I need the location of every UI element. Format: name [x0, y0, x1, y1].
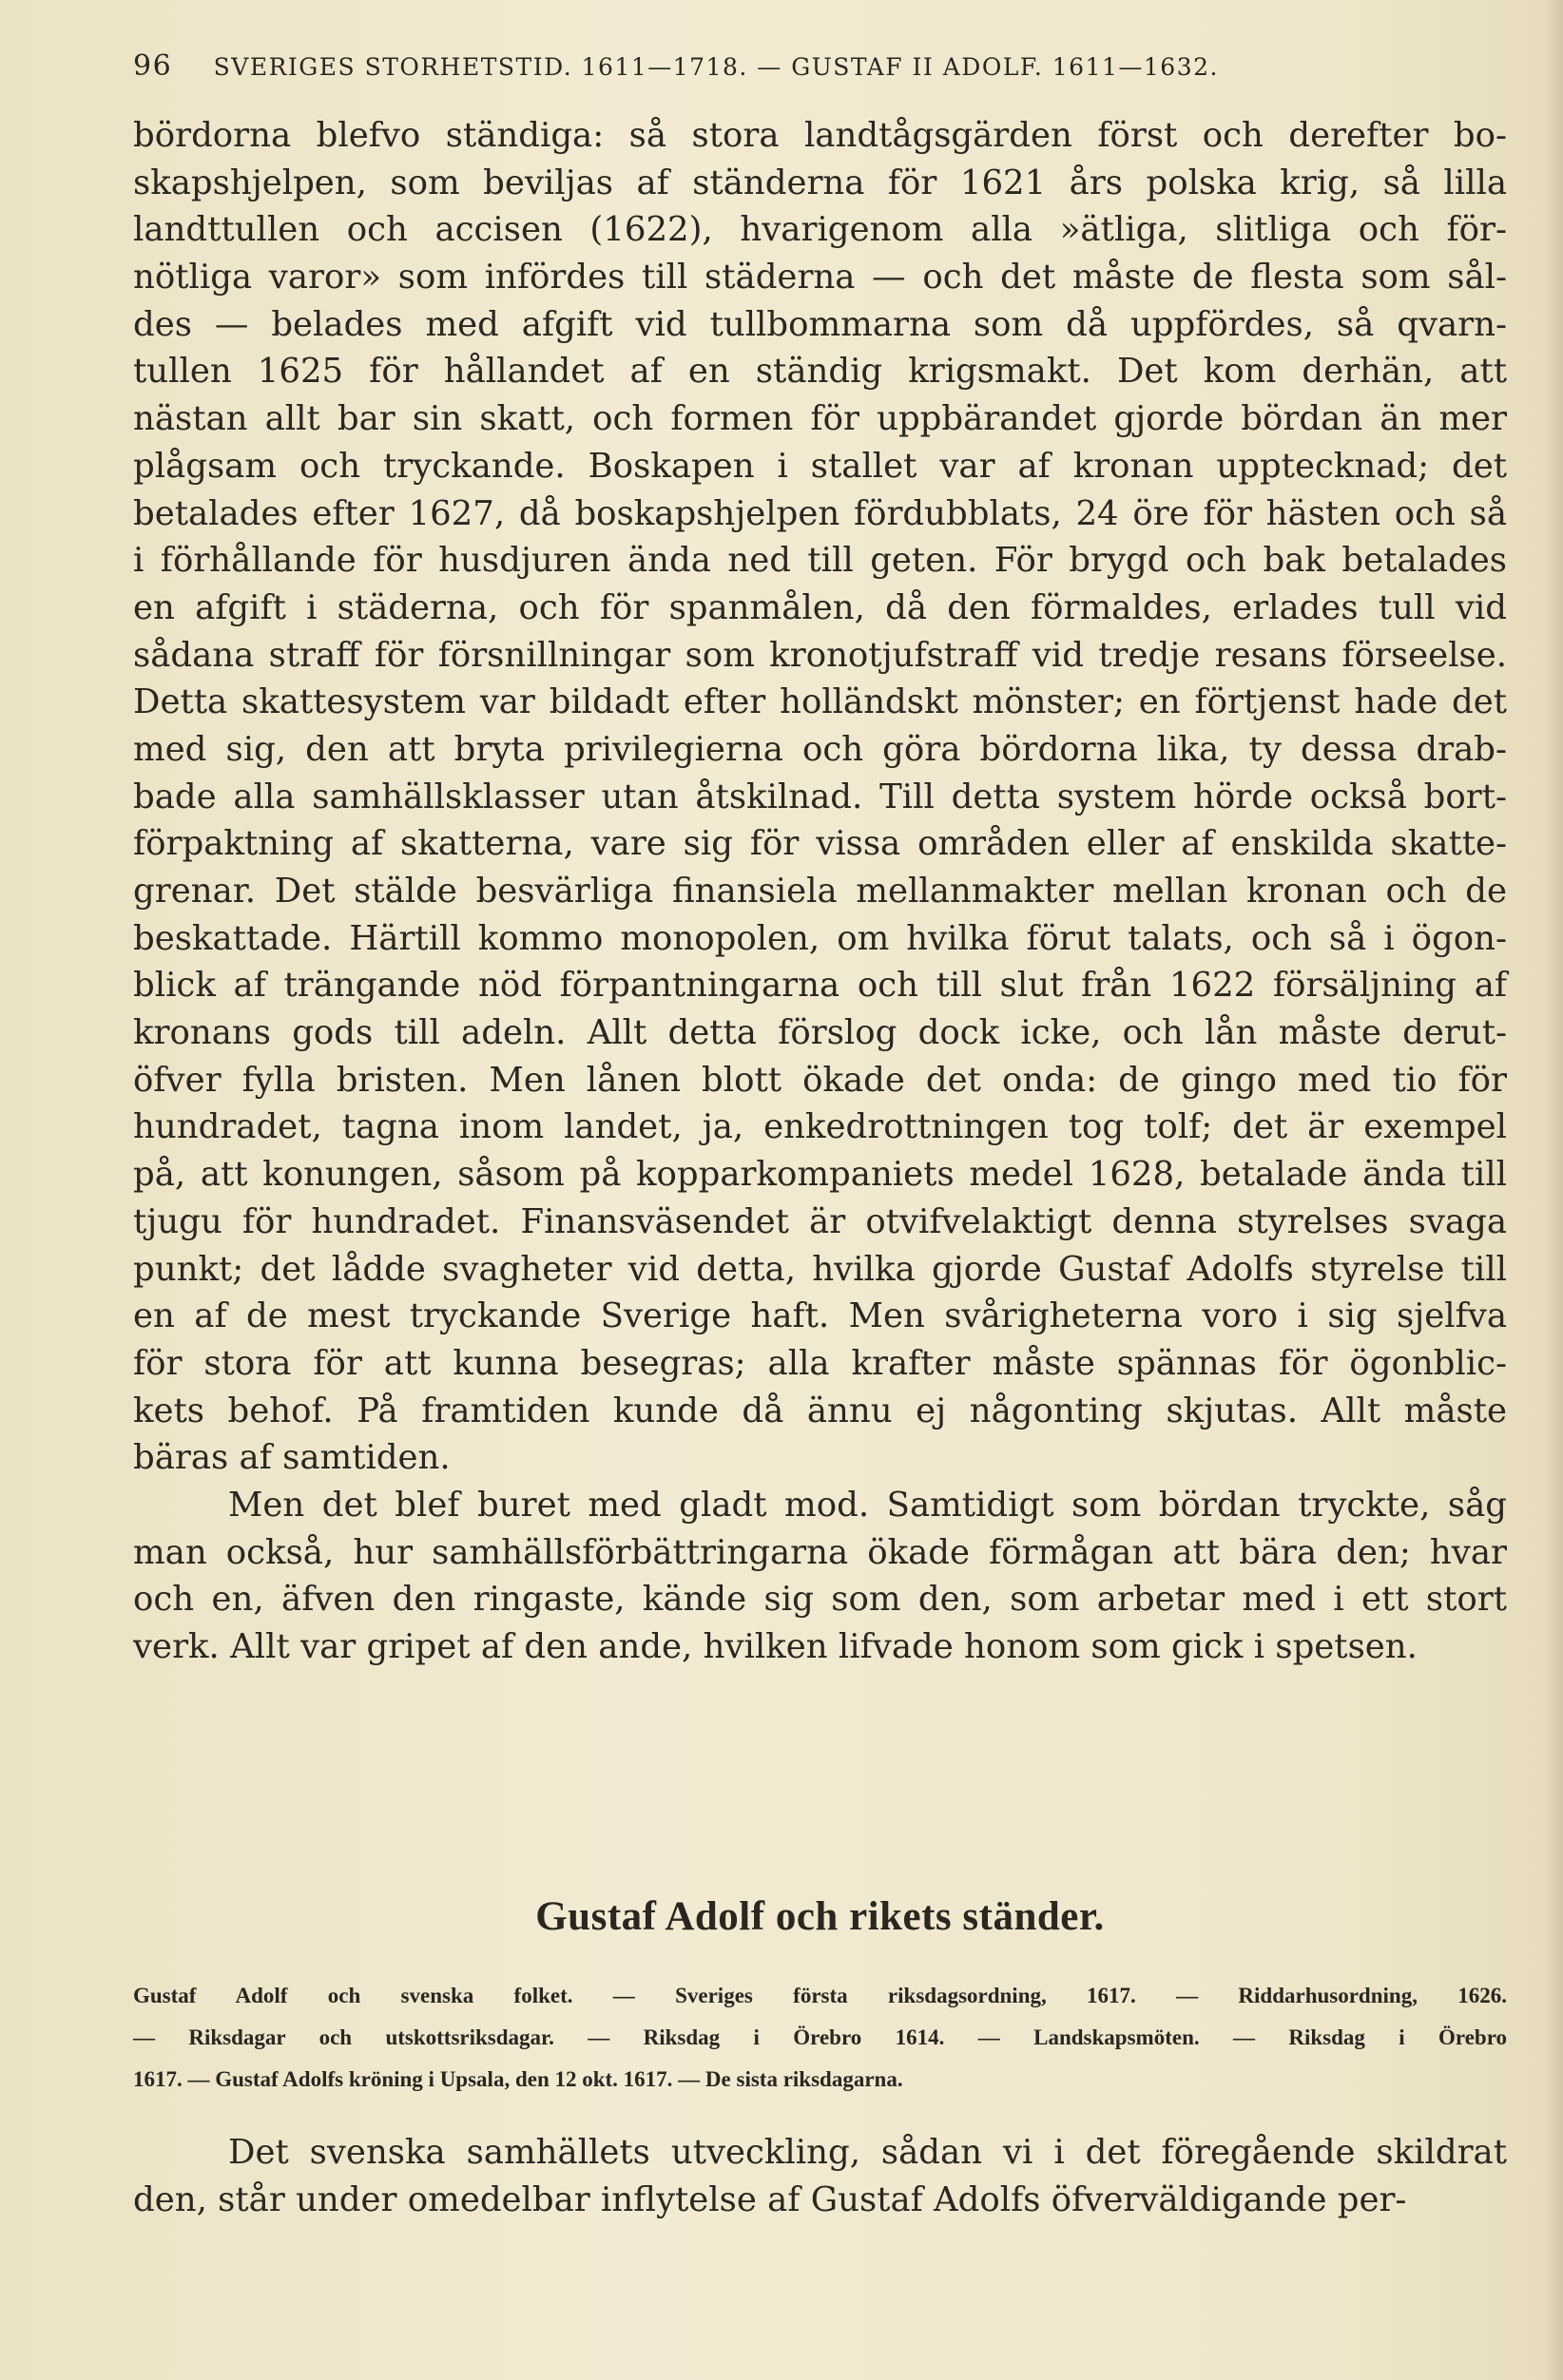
text-line: nästan allt bar sin skatt, och formen för uppbärandet gjorde bördan än mer	[133, 399, 1507, 439]
text-line: med sig, den att bryta privilegierna och göra bördorna lika, ty dessa drab-	[133, 729, 1507, 769]
text-line: en af de mest tryckande Sverige haft. Men svårigheterna voro i sig sjelfva	[133, 1296, 1507, 1336]
text-line: bäras af samtiden.	[133, 1438, 451, 1478]
text-line: — Riksdagar och utskottsriksdagar. — Riksdag i Örebro 1614. — Landskapsmöten. — Riksdag i Örebro	[133, 2025, 1507, 2049]
section-paragraph	[133, 2129, 1507, 2223]
text-line: öfver fylla bristen. Men lånen blott ökade det onda: de gingo med tio för	[133, 1060, 1507, 1100]
text-line: nötliga varor» som infördes till städerna — och det måste de flesta som sål-	[133, 258, 1507, 298]
text-line: för stora för att kunna besegras; alla krafter måste spännas för ögonblic-	[133, 1343, 1507, 1383]
text-line: på, att konungen, såsom på kopparkompaniets medel 1628, betalade ända till	[133, 1155, 1507, 1195]
text-line: Detta skattesystem var bildadt efter holländskt mönster; en förtjenst hade det	[133, 682, 1507, 722]
text-line: kets behof. På framtiden kunde då ännu ej någonting skjutas. Allt måste	[133, 1391, 1507, 1430]
text-line: skapshjelpen, som beviljas af ständerna för 1621 års polska krig, så lilla	[133, 163, 1507, 202]
paragraph-2	[133, 1482, 1507, 1671]
text-line: bade alla samhällsklasser utan åtskilnad. Till detta system hörde också bort-	[133, 777, 1507, 816]
text-line: Det svenska samhällets utveckling, sådan vi i det föregående skildrat	[228, 2133, 1507, 2172]
text-line: kronans gods till adeln. Allt detta förslog dock icke, och lån måste derut-	[133, 1013, 1507, 1053]
text-line: bördorna blefvo ständiga: så stora landtågsgärden först och derefter bo-	[133, 116, 1507, 155]
text-line: Men det blef buret med gladt mod. Samtidigt som bördan tryckte, såg	[228, 1485, 1507, 1525]
text-line: 1617. — Gustaf Adolfs kröning i Upsala, den 12 okt. 1617. — De sista riksdagarna.	[133, 2067, 903, 2091]
page-number: 96	[133, 49, 173, 83]
text-line: des — belades med afgift vid tullbommarna som då uppfördes, så qvarn-	[133, 304, 1507, 344]
section-title: Gustaf Adolf och rikets ständer.	[535, 1894, 1105, 1939]
text-line: betalades efter 1627, då boskapshjelpen fördubblats, 24 öre för hästen och så	[133, 493, 1507, 533]
running-title: SVERIGES STORHETSTID. 1611—1718. — GUSTAF II ADOLF. 1611—1632.	[213, 53, 1219, 81]
text-line: punkt; det lådde svagheter vid detta, hvilka gjorde Gustaf Adolfs styrelse till	[133, 1249, 1507, 1289]
text-line: man också, hur samhällsförbättringarna ökade förmågan att bära den; hvar	[133, 1532, 1507, 1572]
text-line: grenar. Det stälde besvärliga finansiela mellanmakter mellan kronan och de	[133, 872, 1507, 911]
text-line: verk. Allt var gripet af den ande, hvilken lifvade honom som gick i spetsen.	[133, 1627, 1418, 1666]
page-edge-shadow	[1544, 0, 1563, 2380]
text-line: sådana straff för försnillningar som kronotjufstraff vid tredje resans förseelse.	[133, 635, 1507, 675]
text-line: tjugu för hundradet. Finansväsendet är otvifvelaktigt denna styrelses svaga	[133, 1201, 1507, 1241]
text-line: beskattade. Härtill kommo monopolen, om hvilka förut talats, och så i ögon-	[133, 918, 1507, 958]
text-line: blick af trängande nöd förpantningarna och till slut från 1622 försäljning af	[133, 966, 1507, 1006]
text-line: förpaktning af skatterna, vare sig för vissa områden eller af enskilda skatte-	[133, 824, 1507, 864]
text-line: tullen 1625 för hållandet af en ständig krigsmakt. Det kom derhän, att	[133, 352, 1507, 392]
text-line: och en, äfven den ringaste, kände sig som den, som arbetar med i ett stort	[133, 1580, 1507, 1620]
paragraph-1	[133, 112, 1507, 1482]
text-line: den, står under omedelbar inflytelse af Gustaf Adolfs öfverväldigande per-	[133, 2179, 1407, 2219]
text-line: Gustaf Adolf och svenska folket. — Sveriges första riksdagsordning, 1617. — Riddarhusordning, 1626.	[133, 1984, 1507, 2007]
main-text	[133, 112, 1507, 1671]
text-line: landttullen och accisen (1622), hvarigenom alla »ätliga, slitliga och för-	[133, 210, 1507, 250]
text-line: en afgift i städerna, och för spanmålen, då den förmaldes, erlades tull vid	[133, 587, 1507, 627]
text-line: plågsam och tryckande. Boskapen i stallet var af kronan upptecknad; det	[133, 446, 1507, 486]
running-header	[133, 49, 1507, 83]
section-summary	[133, 1975, 1507, 2101]
text-line: i förhållande för husdjuren ända ned till geten. För brygd och bak betalades	[133, 541, 1507, 581]
text-line: hundradet, tagna inom landet, ja, enkedrottningen tog tolf; det är exempel	[133, 1107, 1507, 1147]
